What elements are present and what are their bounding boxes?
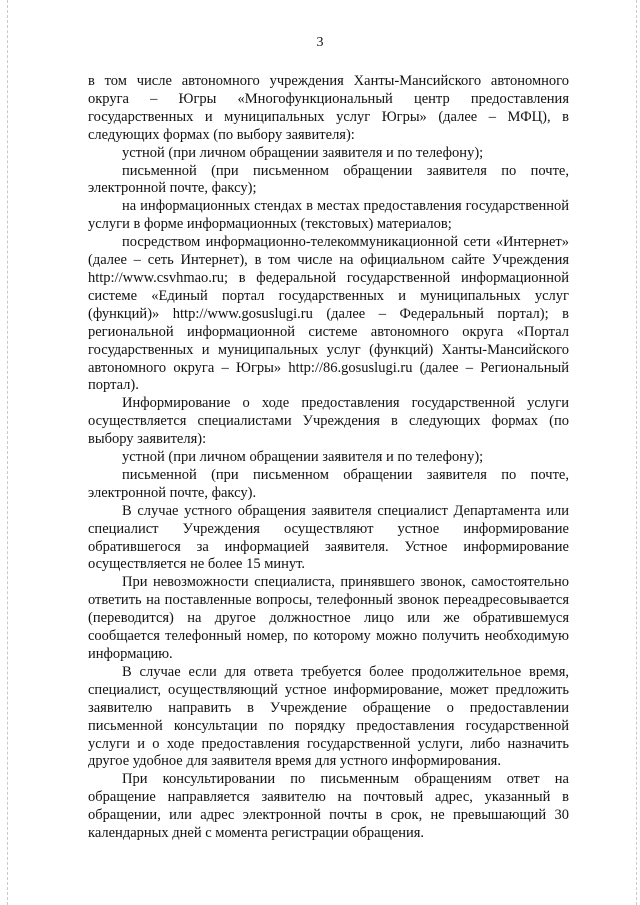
document-body xyxy=(88,73,569,843)
paragraph: При консультировании по письменным обращениям ответ на обращение направляется заявителю на почтовый адрес, указанный в обращении, или адрес электронной почты в срок, не превышающий 30 календарных дней с момента регистрации обращения. xyxy=(88,771,569,842)
paragraph: на информационных стендах в местах предоставления государственной услуги в форме информационных (текстовых) материалов; xyxy=(88,198,569,233)
paragraph: Информирование о ходе предоставления государственной услуги осуществляется специалистами Учреждения в следующих формах (по выбору заявителя): xyxy=(88,395,569,448)
paragraph: в том числе автономного учреждения Ханты-Мансийского автономного округа – Югры «Многофункциональный центр предоставления государственных и муниципальных услуг Югры» (далее – МФЦ), в следующих формах (по выбору заявителя): xyxy=(88,73,569,143)
scan-edge-left xyxy=(7,0,8,905)
paragraph: письменной (при письменном обращении заявителя по почте, электронной почте, факсу); xyxy=(88,162,569,197)
paragraph: письменной (при письменном обращении заявителя по почте, электронной почте, факсу). xyxy=(88,466,569,501)
page-number: 3 xyxy=(316,35,324,50)
paragraph: В случае устного обращения заявителя специалист Департамента или специалист Учреждения осуществляют устное информирование обратившегося за информацией заявителя. Устное информирование осуществляется не более 15 минут. xyxy=(88,502,569,573)
paragraph: При невозможности специалиста, принявшего звонок, самостоятельно ответить на поставленные вопросы, телефонный звонок переадресовывается (переводится) на другое должностное лицо или же обратившемуся сообщается телефонный номер, по которому можно получить необходимую информацию. xyxy=(88,574,569,662)
paragraph: посредством информационно-телекоммуникационной сети «Интернет» (далее – сеть Интернет), в том числе на официальном сайте Учреждения http://www.csvhmao.ru; в федеральной государственной информационной системе «Единый портал государственных и муниципальных услуг (функций)» http://www.gosuslugi.ru (далее – Федеральный портал); в региональной информационной системе автономного округа «Портал государственных и муниципальных услуг (функций) Ханты-Мансийского автономного округа – Югры» http://86.gosuslugi.ru (далее – Региональный портал). xyxy=(88,234,569,394)
paragraph: устной (при личном обращении заявителя и по телефону); xyxy=(122,144,484,161)
scan-edge-right xyxy=(636,0,637,905)
paragraph: устной (при личном обращении заявителя и по телефону); xyxy=(122,449,484,466)
paragraph: В случае если для ответа требуется более продолжительное время, специалист, осуществляющий устное информирование, может предложить заявителю направить в Учреждение обращение о предоставлении письменной консультации по порядку предоставления государственной услуги и о ходе предоставления государственной услуги, либо назначить другое удобное для заявителя время для устного информирования. xyxy=(88,663,569,770)
